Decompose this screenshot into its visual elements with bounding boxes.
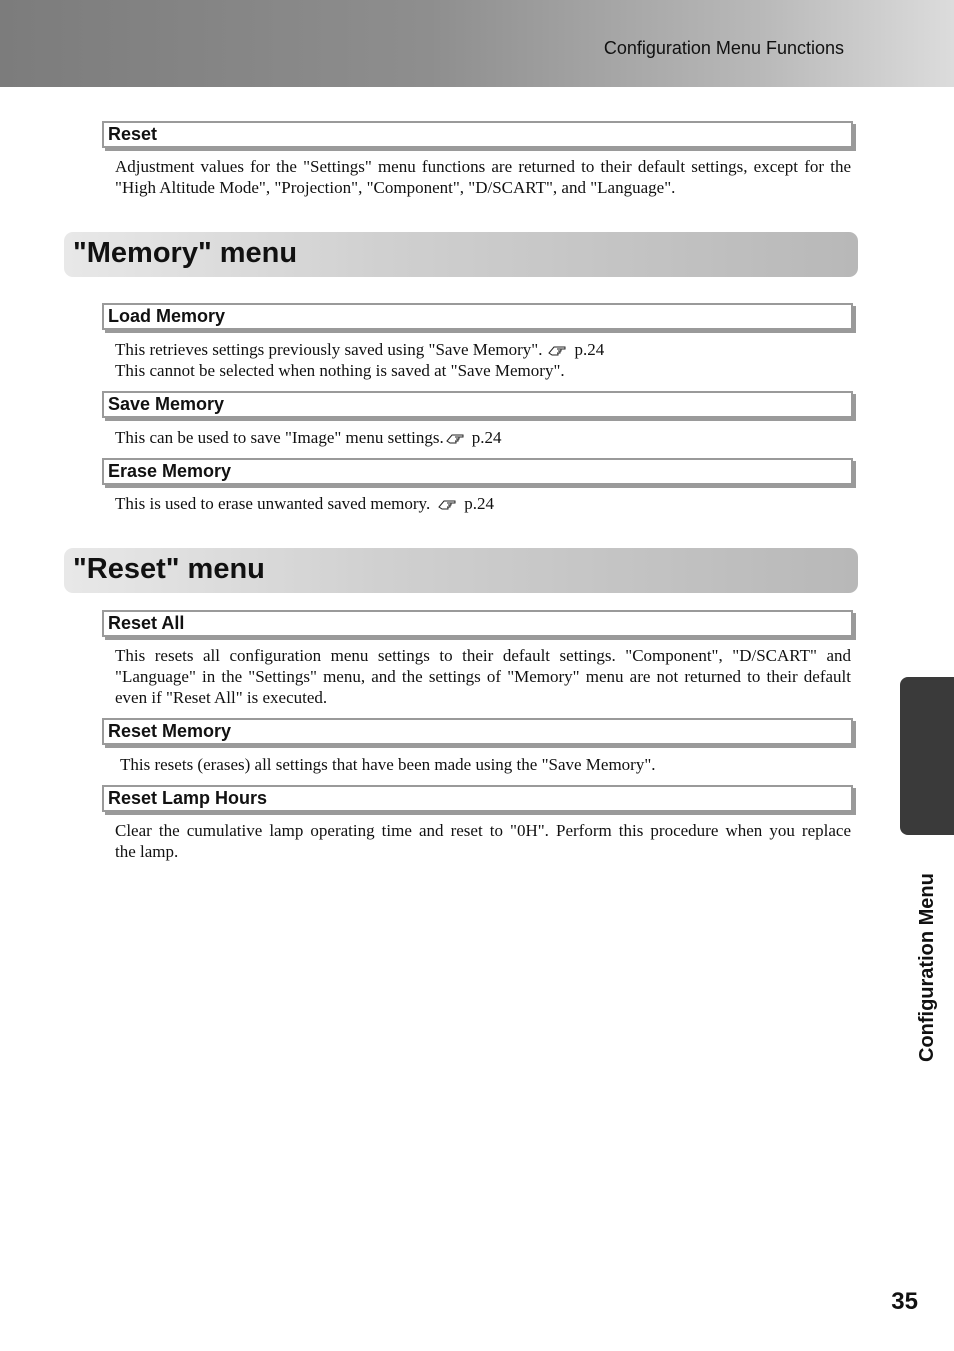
erase-memory-text-1: This is used to erase unwanted saved memory.: [115, 494, 431, 513]
erase-memory-page-ref[interactable]: p.24: [464, 494, 494, 513]
reset-memory-heading: Reset Memory: [108, 721, 232, 741]
reset-description: [115, 156, 851, 198]
load-memory-description: [115, 339, 851, 381]
reset-menu-title: "Reset" menu: [73, 553, 265, 585]
save-memory-description: [115, 427, 851, 448]
reset-all-line-3: even if "Reset All" is executed.: [115, 688, 328, 707]
reset-all-heading: Reset All: [108, 613, 185, 633]
reset-all-line-2: "Language" in the "Settings" menu, and the settings of "Memory" menu are not returned to their default: [115, 667, 851, 686]
load-memory-text-1: This retrieves settings previously saved using "Save Memory".: [115, 340, 543, 359]
reset-memory-heading-box: [102, 718, 853, 745]
reset-heading-box: [102, 121, 853, 148]
save-memory-heading-box: [102, 391, 853, 418]
load-memory-page-ref[interactable]: p.24: [574, 340, 605, 359]
erase-memory-description: [115, 493, 851, 514]
erase-memory-heading: Erase Memory: [108, 461, 232, 481]
reset-menu-band: [64, 548, 858, 593]
reset-lamp-heading-box: [102, 785, 853, 812]
reset-lamp-line-2: the lamp.: [115, 842, 179, 861]
pointing-hand-icon: [438, 498, 458, 510]
reset-all-line-1: This resets all configuration menu settings to their default settings. "Component", "D/SCART" and: [115, 646, 851, 665]
reset-description-line-2: "High Altitude Mode", "Projection", "Component", "D/SCART", and "Language".: [115, 178, 676, 197]
load-memory-heading: Load Memory: [108, 306, 226, 326]
reset-lamp-heading: Reset Lamp Hours: [108, 788, 268, 808]
reset-heading: Reset: [108, 124, 158, 144]
reset-lamp-line-1: Clear the cumulative lamp operating time and reset to "0H". Perform this procedure when you replace: [115, 821, 851, 840]
reset-all-description: [115, 645, 851, 708]
save-memory-text-1: This can be used to save "Image" menu settings.: [115, 428, 444, 447]
load-memory-line-1: [115, 339, 851, 360]
save-memory-page-ref[interactable]: p.24: [471, 428, 502, 447]
memory-menu-band: [64, 232, 858, 277]
memory-menu-title: "Memory" menu: [73, 237, 298, 269]
save-memory-line-1: [115, 427, 851, 448]
erase-memory-heading-box: [102, 458, 853, 485]
side-tab-label: Configuration Menu: [916, 873, 938, 1062]
header-title: Configuration Menu Functions: [603, 38, 844, 58]
reset-memory-line-1: This resets (erases) all settings that have been made using the "Save Memory".: [120, 755, 656, 774]
reset-lamp-description: [115, 820, 851, 862]
pointing-hand-icon: [548, 344, 568, 356]
erase-memory-line-1: [115, 493, 851, 514]
save-memory-heading: Save Memory: [108, 394, 225, 414]
reset-description-line-1: Adjustment values for the "Settings" menu functions are returned to their default settings, except for the: [115, 157, 851, 176]
page-number: 35: [891, 1288, 918, 1315]
side-thumb-tab: [900, 677, 954, 835]
reset-memory-description: [120, 754, 856, 775]
pointing-hand-icon: [446, 432, 466, 444]
load-memory-line-2: This cannot be selected when nothing is saved at "Save Memory".: [115, 361, 565, 380]
load-memory-heading-box: [102, 303, 853, 330]
reset-all-heading-box: [102, 610, 853, 637]
